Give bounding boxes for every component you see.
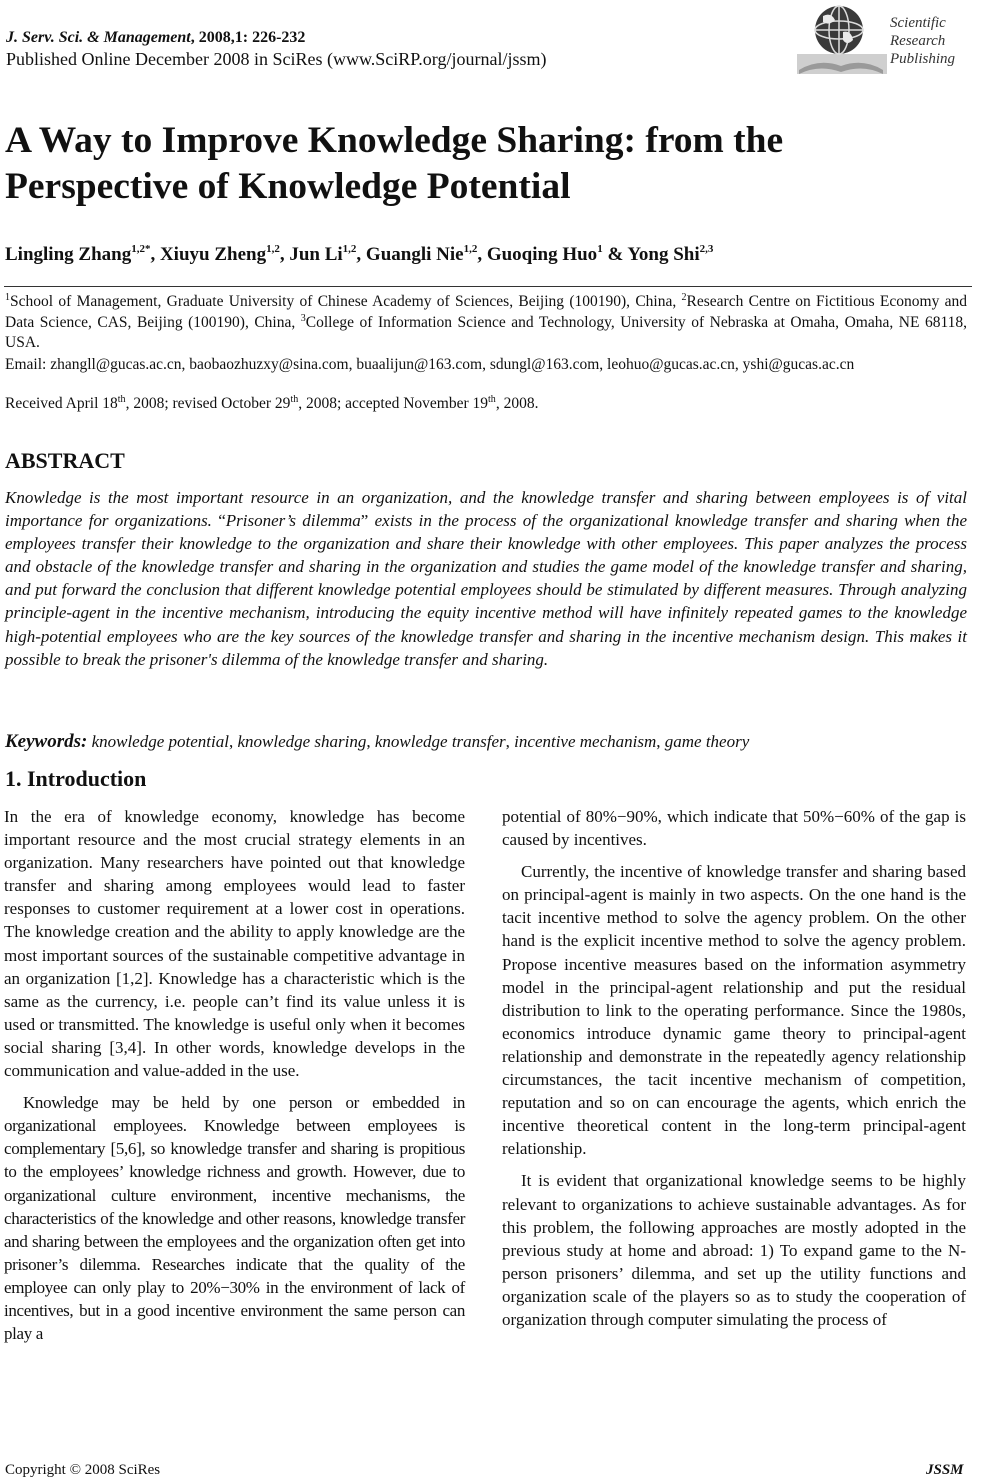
keyword-sep: , (366, 732, 375, 751)
author-name: Xiuyu Zheng (159, 244, 267, 265)
paragraph: It is evident that organizational knowledge seems to be highly relevant to organizations to achieve sustainable advantages. As for this problem, the following approaches are mostly adopted in the previous study at home and abroad: 1) To expand game to the N-person prisoners’ dilemma, and set up the utility functions and organization scale of the players so as to study the cooperation of organization through computer simulating the process of (502, 1171, 966, 1329)
author-name: Lingling Zhang (5, 244, 132, 265)
title-line-2: Perspective of Knowledge Potential (5, 166, 571, 207)
abstract-body (5, 486, 967, 671)
abstract-quote: “ (218, 511, 226, 531)
keywords-line (5, 730, 749, 753)
author-separator: , (477, 244, 487, 265)
date-sup: th (290, 394, 299, 405)
footer-journal: JSSM (926, 1462, 964, 1478)
author-name: Guoqing Huo (486, 244, 598, 265)
journal-name: J. Serv. Sci. & Management (6, 29, 191, 46)
publication-info: Published Online December 2008 in SciRes (www.SciRP.org/journal/jssm) (6, 49, 547, 69)
title-line-1: A Way to Improve Knowledge Sharing: from the (5, 120, 784, 161)
date-sup: th (117, 394, 126, 405)
section-heading-introduction: 1. Introduction (5, 766, 147, 791)
abstract-text: Knowledge is the most important resource in an organization, and the knowledge transfer and sharing between employees is of vital importance for organizations. (5, 488, 967, 531)
author-affil-sup: 1,2* (131, 243, 151, 255)
logo-line-1: Scientific (890, 15, 946, 31)
author-name: Guangli Nie (365, 244, 464, 265)
abstract-quote: ” (360, 511, 369, 531)
header-divider (4, 286, 972, 287)
body-column-right (502, 805, 966, 1331)
paragraph: Currently, the incentive of knowledge transfer and sharing based on principal-agent is mainly in two aspects. On the one hand is the tacit incentive method to solve the agency problem. On the other hand is the explicit incentive method to solve the agency problem. Propose incentive measures based on the information asymmetry model in the principal-agent relationship and put the residual distribution to link to the operating performance. Since the 1980s, economics introduce dynamic game theory to principal-agent relationship and demonstrate in the repeatedly agency relationship circumstances, the tacit incentive mechanism of competition, reputation and so on can encourage the agents, which enrich the incentive theoretical content in the long-term principal-agent relationship. (502, 862, 966, 1159)
footer-copyright: Copyright © 2008 SciRes (5, 1462, 161, 1478)
email-line: Email: zhangll@gucas.ac.cn, baobaozhuzxy@sina.com, buaalijun@163.com, sdungl@163.com, leohuo@gucas.ac.cn, yshi@gucas.ac.cn (5, 356, 855, 373)
paragraph: potential of 80%−90%, which indicate that 50%−60% of the gap is caused by incentives. (502, 807, 966, 850)
logo-line-3: Publishing (890, 51, 956, 67)
date-text: , 2008; accepted November 19 (298, 395, 489, 412)
abstract-heading: ABSTRACT (5, 448, 125, 473)
affil-sup: 2 (681, 292, 687, 303)
journal-volume: , 2008,1: 226-232 (190, 29, 306, 46)
body-column-left (4, 805, 465, 1345)
author-affil-sup: 1 (597, 243, 603, 255)
keyword: knowledge potential (91, 732, 229, 751)
keyword-sep: , (228, 732, 238, 751)
author-separator: & (602, 244, 628, 265)
keywords-label: Keywords: (5, 731, 88, 752)
keyword: incentive mechanism (514, 732, 657, 751)
paper-title (5, 118, 985, 210)
date-sup: th (488, 394, 496, 405)
author-affil-sup: 1,2 (266, 243, 280, 255)
date-text: , 2008; revised October 29 (125, 395, 291, 412)
affil-text: College of Information Science and Technology, University of Nebraska at Omaha, Omaha, NE 68118, USA. (5, 313, 967, 351)
date-text: , 2008. (495, 395, 539, 412)
affil-text: School of Management, Graduate University of Chinese Academy of Sciences, Beijing (100190), China, (10, 293, 682, 310)
keyword: knowledge sharing (237, 732, 367, 751)
globe-book-icon (797, 6, 887, 74)
author-affil-sup: 1,2 (463, 243, 478, 255)
author-name: Yong Shi (627, 244, 700, 265)
keyword-sep: , (656, 732, 665, 751)
abstract-text: Prisoner’s dilemma (225, 511, 361, 531)
logo-line-2: Research (890, 33, 946, 49)
paragraph: In the era of knowledge economy, knowledge has become important resource and the most crucial strategy elements in an organization. Many researchers have pointed out that knowledge transfer and sharing among employees would lead to faster responses to customer requirement at a lower cost in operations. The knowledge creation and the ability to apply knowledge are the most important sources of the sustainable competitive advantage in an organization [1,2]. Knowledge has a characteristic which is the same as the currency, i.e. people can’t find its value unless it is used or transmitted. The knowledge is useful only when it becomes social sharing [3,4]. In other words, knowledge develops in the communication and value-added in the use. (4, 807, 465, 1081)
author-separator: , (150, 244, 160, 265)
affil-sup: 3 (300, 312, 306, 324)
date-text: Received April 18 (5, 395, 118, 412)
keyword: game theory (664, 732, 750, 751)
affil-sup: 1 (5, 292, 10, 303)
abstract-text: exists in the process of the organizational knowledge transfer and sharing when the employees transfer their knowledge to the organization and share their knowledge with other employees. This paper analyzes the process and obstacle of the knowledge transfer and sharing in the organization and studies the game model of the knowledge transfer and sharing, and put forward the conclusion that different knowledge potential employees should be stimulated by different measures. Through analyzing principle-agent in the incentive mechanism, introducing the equity incentive method will have infinitely repeated games to the knowledge high-potential employees who are the key sources of the knowledge transfer and sharing in the incentive mechanism design. This makes it possible to break the prisoner's dilemma of the knowledge transfer and sharing. (5, 511, 968, 669)
keyword-sep: , (505, 732, 515, 751)
author-affil-sup: 1,2 (342, 243, 357, 255)
affiliations (5, 292, 967, 354)
logo-wordmark (890, 14, 955, 68)
author-affil-sup: 2,3 (699, 243, 714, 255)
journal-citation (6, 27, 305, 49)
author-list (5, 242, 713, 268)
affil-text: Research Centre on Fictitious Economy and Data Science, CAS, Beijing (100190), China, (5, 293, 967, 331)
received-dates (5, 394, 538, 414)
keyword: knowledge transfer (374, 732, 506, 751)
paragraph: Knowledge may be held by one person or embedded in organizational employees. Knowledge between employees is complementary [5,6], so knowledge transfer and sharing is propitious to the employees’ knowledge richness and growth. However, due to organizational culture environment, incentive mechanisms, the characteristics of the knowledge and other reasons, knowledge transfer and sharing between the employees and the organization often get into prisoner’s dilemma. Researches indicate that the quality of the employee can only play to 20%−30% in the environment of lack of incentives, but in a good incentive environment the same person can play a (4, 1093, 465, 1344)
author-name: Jun Li (289, 244, 343, 265)
author-separator: , (279, 244, 290, 265)
author-separator: , (356, 244, 366, 265)
